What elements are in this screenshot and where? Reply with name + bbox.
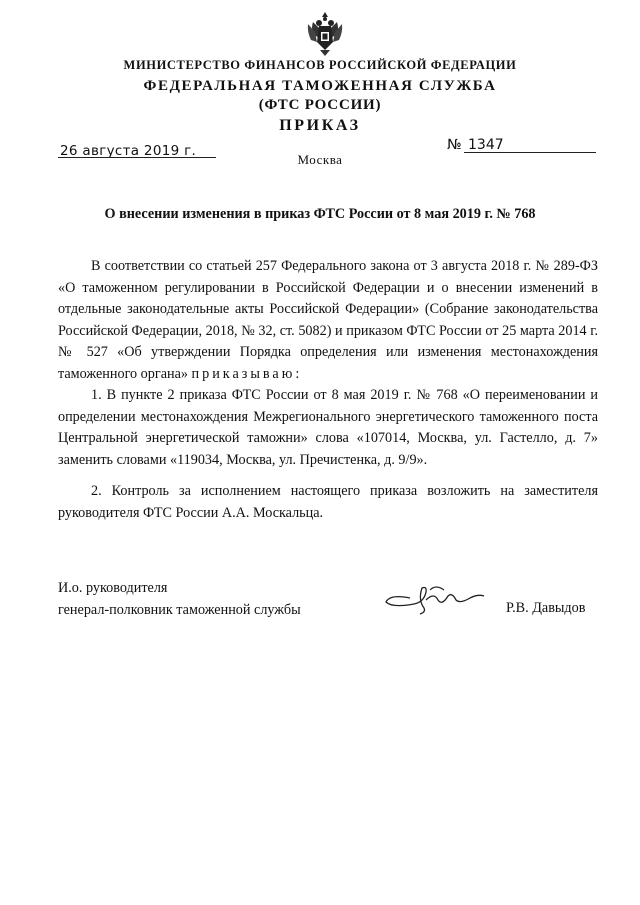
service-name: ФЕДЕРАЛЬНАЯ ТАМОЖЕННАЯ СЛУЖБА bbox=[143, 78, 497, 94]
signatory-name: Р.В. Давыдов bbox=[506, 600, 586, 616]
city: Москва bbox=[297, 152, 343, 167]
ministry-name: МИНИСТЕРСТВО ФИНАНСОВ РОССИЙСКОЙ ФЕДЕРАЦИИ bbox=[123, 58, 517, 72]
order-verb: приказываю: bbox=[191, 365, 303, 382]
order-title: О внесении изменения в приказ ФТС России от 8 мая 2019 г. № 768 bbox=[104, 206, 536, 222]
order-date: 26 августа 2019 г. bbox=[60, 143, 197, 159]
signatory-position: И.о. руководителя bbox=[58, 580, 168, 596]
intro-text: В соответствии со статьей 257 Федерального закона от 3 августа 2018 г. № 289-ФЗ «О таможенном регулировании в Российской Федерации и о внесении изменений в отдельные законодательные акты Российской Федерации» (Собрание законодательства Российской Федерации, 2018, № 32, ст. 5082) и приказом ФТС России от 25 марта 2014 г. № 527 «Об утверждении Порядка определения или изменения местонахождения таможенного органа» bbox=[58, 258, 598, 382]
order-number: 1347 bbox=[468, 137, 504, 153]
item-2-paragraph: 2. Контроль за исполнением настоящего приказа возложить на заместителя руководителя ФТС России А.А. Москальца. bbox=[58, 483, 598, 521]
document-type: ПРИКАЗ bbox=[279, 117, 361, 134]
coat-of-arms-emblem bbox=[305, 8, 345, 58]
service-short-name: (ФТС РОССИИ) bbox=[258, 97, 382, 113]
item-1-paragraph: 1. В пункте 2 приказа ФТС России от 8 мая 2019 г. № 768 «О переименовании и определении местонахождения Межрегионального энергетического таможенного поста Центральной энергетической таможни» слова «107014, Москва, ул. Гастелло, д. 7» заменить словами «119034, Москва, ул. Пречистенка, д. 9/9». bbox=[58, 387, 598, 468]
intro-paragraph bbox=[58, 256, 598, 386]
handwritten-signature bbox=[380, 578, 490, 618]
signatory-block bbox=[58, 578, 301, 621]
signatory-rank: генерал-полковник таможенной службы bbox=[58, 601, 301, 618]
order-number-label: № bbox=[447, 137, 462, 153]
